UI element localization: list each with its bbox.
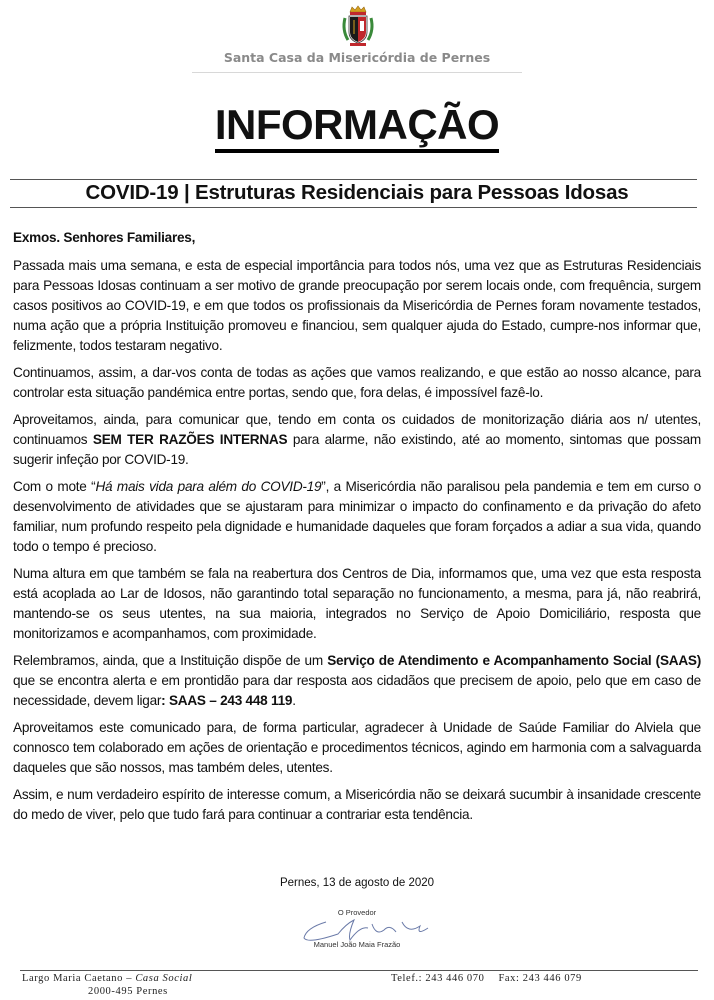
- coat-of-arms-icon: [340, 4, 376, 48]
- paragraph-3: Aproveitamos, ainda, para comunicar que, tendo em conta os cuidados de monitorização diária aos n/ utentes, continuamos SEM TER RAZÕES INTERNAS para alarme, não existindo, até ao momento, sintomas que possam sugerir infeção por COVID-19.: [13, 412, 701, 467]
- paragraph-2: Continuamos, assim, a dar-vos conta de todas as ações que vamos realizando, e que estão ao nosso alcance, para controlar esta situação pandémica entre portas, sendo que, fora delas, é impossível fazê-lo.: [13, 365, 701, 400]
- saas-phone: : SAAS – 243 448 119: [161, 693, 293, 708]
- header-divider: [192, 72, 522, 73]
- paragraph-6: Relembramos, ainda, que a Instituição dispõe de um Serviço de Atendimento e Acompanhamento Social (SAAS) que se encontra alerta e em prontidão para dar resposta aos cidadãos que precisem de apoio, pelo que em caso de necessidade, devem ligar: SAAS – 243 448 119.: [13, 653, 701, 708]
- place-date: Pernes, 13 de agosto de 2020: [279, 877, 435, 889]
- footer-address: Largo Maria Caetano – Casa Social: [22, 973, 193, 984]
- footer-postal-code: 2000-495 Pernes: [88, 986, 168, 997]
- service-name: Serviço de Atendimento e Acompanhamento Social (SAAS): [327, 653, 701, 668]
- paragraph-1: Passada mais uma semana, e esta de especial importância para todos nós, uma vez que as Estruturas Residenciais para Pessoas Idosas continuam a ser motivo de grande preocupação por serem locais onde, com frequência, surgem casos positivos ao COVID-19, e em que todos os profissionais da Misericórdia de Pernes foram novamente testados, numa ação que a própria Instituição promoveu e financiou, sem qualquer ajuda do Estado, cumpre-nos informar que, felizmente, todos testaram negativo.: [13, 258, 701, 353]
- footer-phone: Telef.: 243 446 070: [391, 973, 485, 984]
- footer-contacts: [391, 973, 582, 984]
- paragraph-5: Numa altura em que também se fala na reabertura dos Centros de Dia, informamos que, uma vez que esta resposta está acoplada ao Lar de Idosos, não garantindo total separação no funcionamento, a mesma, para já, não reabrirá, mantendo-se os seus utentes, na sua maioria, integrados no Serviço de Apoio Domiciliário, resposta que monitorizamos e acompanhamos, com proximidade.: [13, 566, 701, 641]
- subtitle-rule-bottom: [10, 207, 697, 208]
- footer-divider: [20, 970, 698, 971]
- letter-body: [13, 228, 701, 832]
- motto: Há mais vida para além do COVID-19: [95, 479, 322, 494]
- paragraph-8: Assim, e num verdadeiro espírito de interesse comum, a Misericórdia não se deixará sucumbir à insanidade crescente do medo de viver, pelo que tudo fará para continuar a contrariar esta tendência.: [13, 787, 701, 822]
- page-title: INFORMAÇÃO: [0, 100, 714, 150]
- signer-name: Manuel João Maia Frazão: [313, 940, 401, 949]
- page-subtitle: COVID-19 | Estruturas Residenciais para Pessoas Idosas: [85, 181, 629, 204]
- signer-role: O Provedor: [337, 908, 377, 917]
- footer-fax: Fax: 243 446 079: [498, 973, 582, 984]
- salutation: Exmos. Senhores Familiares,: [13, 230, 196, 245]
- paragraph-7: Aproveitamos este comunicado para, de forma particular, agradecer à Unidade de Saúde Familiar do Alviela que connosco tem colaborado em ações de orientação e procedimentos técnicos, agindo em harmonia com a salvaguarda daqueles que são nossos, mas também deles, utentes.: [13, 720, 701, 775]
- emphasis-no-internal-reasons: SEM TER RAZÕES INTERNAS: [92, 432, 288, 447]
- paragraph-4: Com o mote “Há mais vida para além do COVID-19”, a Misericórdia não paralisou pela pandemia e tem em curso o desenvolvimento de atividades que se ajustaram para minimizar o impacto do confinamento e da privação do afeto familiar, num profundo respeito pela dignidade e humanidade daqueles que foram forçados a adiar a sua vida, quando todo o tempo é precioso.: [13, 479, 701, 554]
- organization-name: Santa Casa da Misericórdia de Pernes: [223, 50, 491, 65]
